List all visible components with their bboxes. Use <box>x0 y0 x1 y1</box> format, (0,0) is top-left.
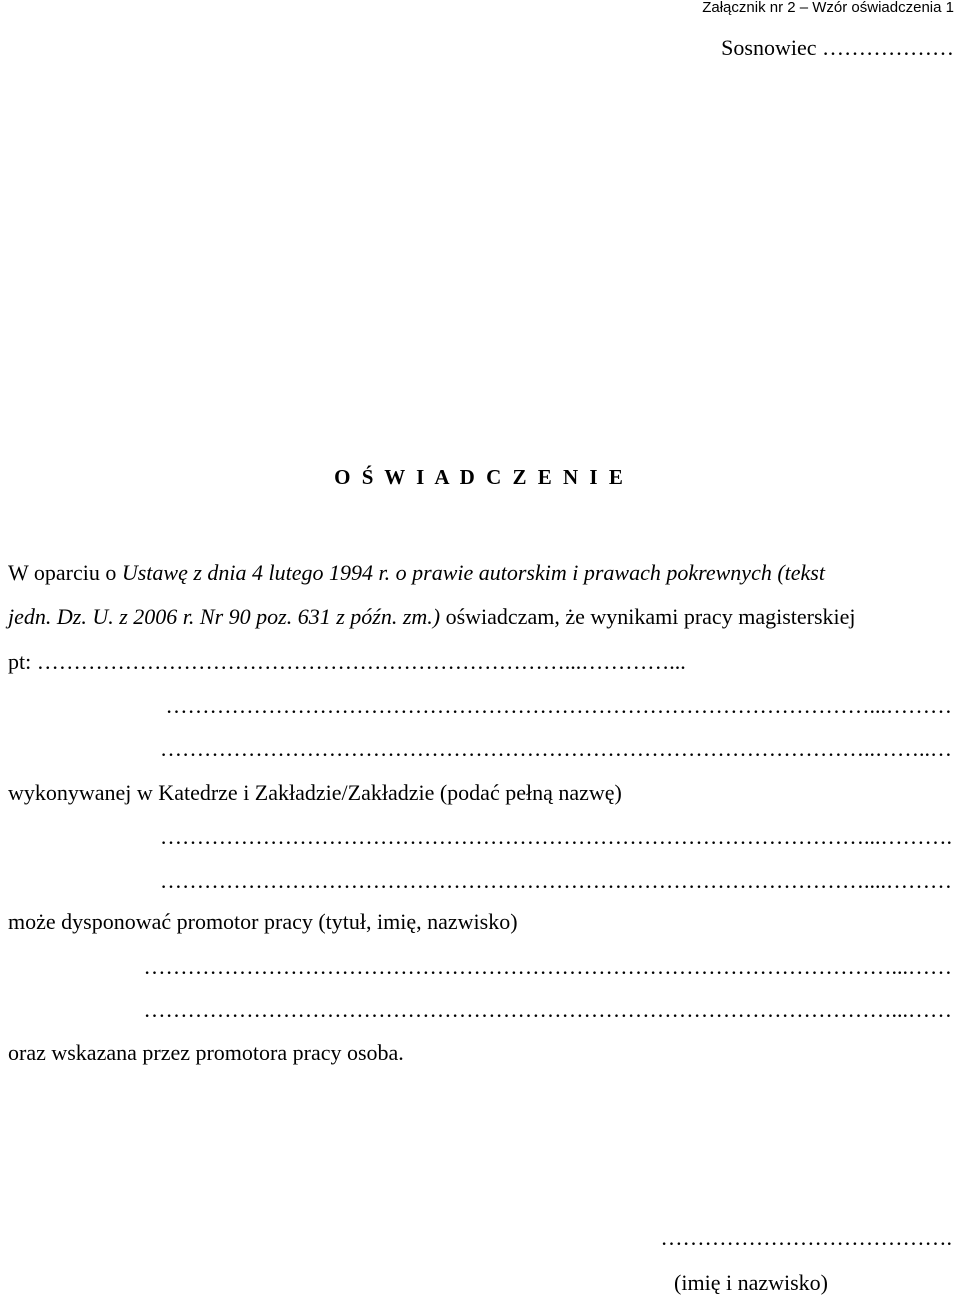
signature-blank: …………………………………. <box>660 1225 952 1250</box>
paragraph-line-1 <box>8 562 825 584</box>
thesis-title-line <box>8 651 686 673</box>
document-title: O Ś W I A D C Z E N I E <box>334 465 626 489</box>
thesis-title-label: pt: <box>8 649 32 674</box>
paragraph-line-1-prefix: W oparciu o <box>8 560 122 585</box>
law-citation-part-2: jedn. Dz. U. z 2006 r. Nr 90 poz. 631 z późn. zm.) <box>8 604 441 629</box>
declaration-text: oświadczam, że wynikami pracy magisterskiej <box>440 604 856 629</box>
supervisor-blank-line-2: …………………………………………………………………………………………...…… <box>143 999 952 1021</box>
thesis-title-blank-line-2: ……………………………………………………………………………………...……… <box>165 695 952 717</box>
law-citation-part-1: Ustawę z dnia 4 lutego 1994 r. o prawie autorskim i prawach pokrewnych (tekst <box>121 560 825 585</box>
supervisor-blank-line-1: …………………………………………………………………………………………...…… <box>143 956 952 978</box>
department-label-line: wykonywanej w Katedrze i Zakładzie/Zakładzie (podać pełną nazwę) <box>8 780 622 805</box>
paragraph-line-2 <box>8 606 856 628</box>
signature-label: (imię i nazwisko) <box>674 1270 828 1295</box>
attachment-note: Załącznik nr 2 – Wzór oświadczenia 1 <box>702 0 954 16</box>
closing-line: oraz wskazana przez promotora pracy osoba. <box>8 1040 404 1065</box>
department-blank-line-2: ……………………………………………………………………………………....……… <box>160 870 952 892</box>
supervisor-label-line: może dysponować promotor pracy (tytuł, imię, nazwisko) <box>8 909 518 934</box>
place-date-line: Sosnowiec ……………… <box>721 35 954 60</box>
thesis-title-blank-line-3: ……………………………………………………………………………………..……..… <box>160 738 952 760</box>
thesis-title-blank: ………………………………………………………………...…………... <box>31 649 686 674</box>
department-blank-line-1: ……………………………………………………………………………………...………. <box>160 826 952 848</box>
